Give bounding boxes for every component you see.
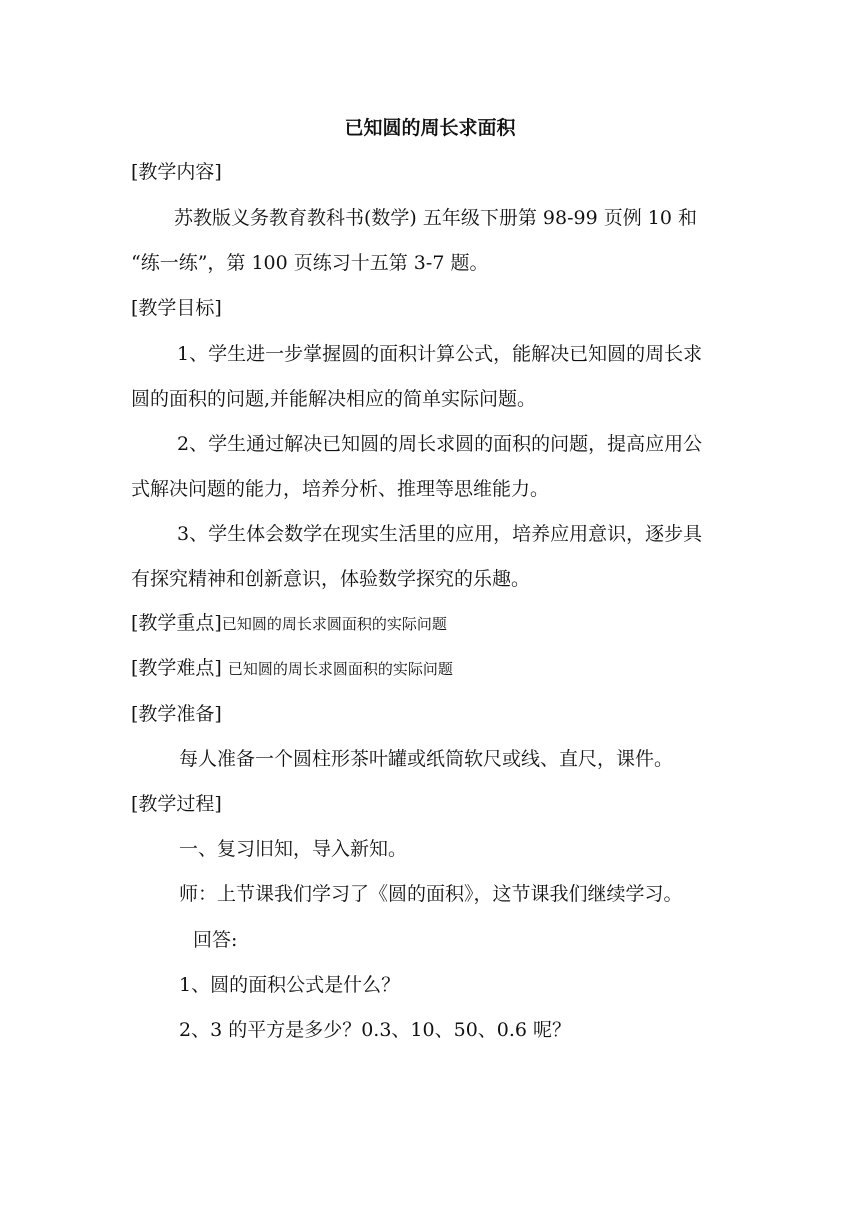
difficult-point-text: 已知圆的周长求圆面积的实际问题 [227, 660, 453, 678]
goal-2-line-2: 式解决问题的能力，培养分析、推理等思维能力。 [131, 478, 550, 500]
goal-3-line-1: 3、学生体会数学在现实生活里的应用，培养应用意识，逐步具 [177, 523, 703, 545]
process-question-2: 2、3 的平方是多少？0.3、10、50、0.6 呢？ [179, 1019, 572, 1041]
key-point-row [131, 611, 447, 636]
preparation-text: 每人准备一个圆柱形茶叶罐或纸筒软尺或线、直尺，课件。 [179, 748, 674, 770]
teaching-content-line-2: “练一练”，第 100 页练习十五第 3-7 题。 [131, 252, 489, 274]
teaching-content-line-1: 苏教版义务教育教科书(数学) 五年级下册第 98-99 页例 10 和 [174, 207, 697, 229]
process-step-1: 一、复习旧知，导入新知。 [179, 838, 408, 860]
goal-2-line-1: 2、学生通过解决已知圆的周长求圆的面积的问题，提高应用公 [177, 433, 703, 455]
goal-1-line-1: 1、学生进一步掌握圆的面积计算公式，能解决已知圆的周长求 [177, 343, 703, 365]
heading-key-point: [教学重点] [131, 612, 222, 634]
heading-teaching-process: [教学过程] [131, 793, 222, 815]
process-answer-label: 回答: [193, 929, 238, 951]
heading-teaching-preparation: [教学准备] [131, 703, 222, 725]
difficult-point-row [131, 656, 453, 681]
heading-teaching-content: [教学内容] [131, 161, 222, 183]
process-teacher-line: 师：上节课我们学习了《圆的面积》，这节课我们继续学习。 [179, 883, 683, 905]
process-question-1: 1、圆的面积公式是什么？ [179, 974, 401, 996]
heading-teaching-goals: [教学目标] [131, 297, 222, 319]
heading-difficult-point: [教学难点] [131, 657, 222, 679]
key-point-text: 已知圆的周长求圆面积的实际问题 [221, 615, 447, 633]
goal-1-line-2: 圆的面积的问题,并能解决相应的简单实际问题。 [131, 388, 537, 410]
goal-3-line-2: 有探究精神和创新意识，体验数学探究的乐趣。 [131, 568, 531, 590]
document-title: 已知圆的周长求面积 [344, 117, 516, 139]
